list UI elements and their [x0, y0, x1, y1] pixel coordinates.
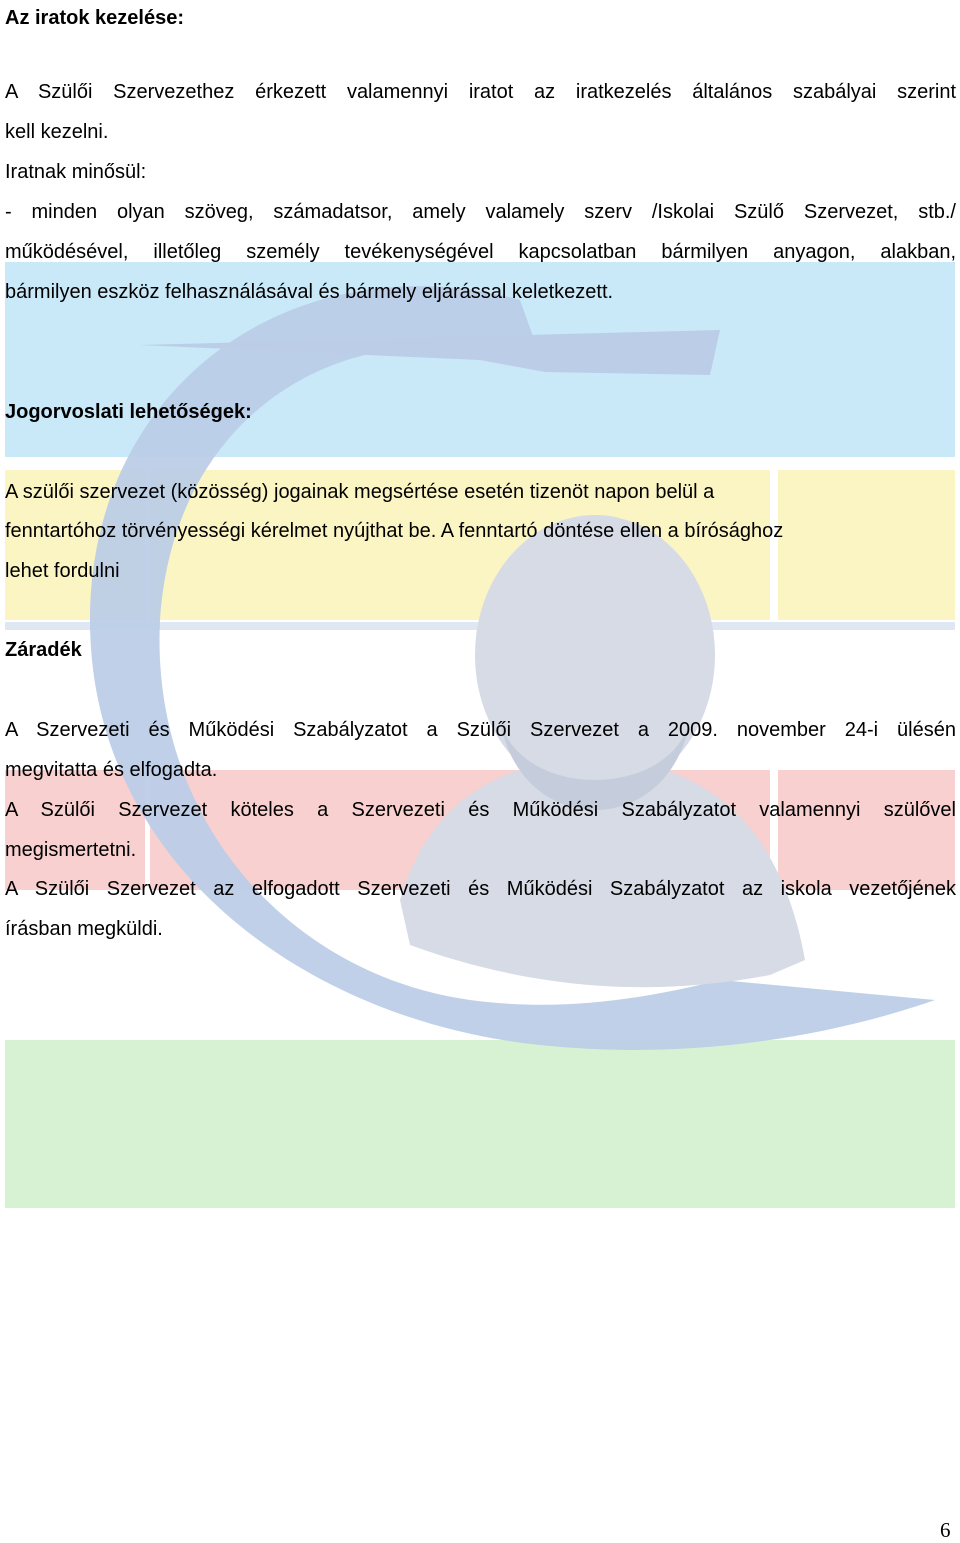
paragraph-line: A szülői szervezet (közösség) jogainak megsértése esetén tizenöt napon belül a [5, 481, 715, 503]
page-number: 6 [940, 1518, 951, 1542]
watermark-yellow-band-right [778, 470, 955, 620]
paragraph-line: írásban megküldi. [5, 918, 163, 940]
paragraph-line: bármilyen eszköz felhasználásával és bármely eljárással keletkezett. [5, 281, 614, 303]
section-title-iratok: Az iratok kezelése: [5, 7, 184, 29]
paragraph-line: A Szülői Szervezet az elfogadott Szervezeti és Működési Szabályzatot az iskola vezetőjének [5, 878, 956, 900]
paragraph-line: A Szervezeti és Működési Szabályzatot a Szülői Szervezet a 2009. november 24-i ülésén [5, 719, 956, 741]
paragraph-line: megismertetni. [5, 839, 137, 861]
paragraph-line: Iratnak minősül: [5, 161, 147, 183]
paragraph-line: megvitatta és elfogadta. [5, 759, 218, 781]
paragraph-line: lehet fordulni [5, 560, 120, 582]
watermark-red-band-left [5, 770, 145, 890]
paragraph-line: fenntartóhoz törvényességi kérelmet nyújthat be. A fenntartó döntése ellen a bírósághoz [5, 520, 784, 542]
paragraph-line: A Szülői Szervezet köteles a Szervezeti és Működési Szabályzatot valamennyi szülővel [5, 799, 956, 821]
section-title-jogorvoslat: Jogorvoslati lehetőségek: [5, 401, 252, 423]
section-title-zaradek: Záradék [5, 639, 82, 661]
paragraph-line: működésével, illetőleg személy tevékenységével kapcsolatban bármilyen anyagon, alakban, [5, 241, 956, 263]
watermark-green-band [5, 1040, 955, 1208]
watermark-red-band-right [778, 770, 955, 890]
paragraph-line: A Szülői Szervezethez érkezett valamennyi iratot az iratkezelés általános szabályai szerint [5, 81, 956, 103]
paragraph-line: kell kezelni. [5, 121, 109, 143]
paragraph-line: - minden olyan szöveg, számadatsor, amely valamely szerv /Iskolai Szülő Szervezet, stb./ [5, 201, 956, 223]
